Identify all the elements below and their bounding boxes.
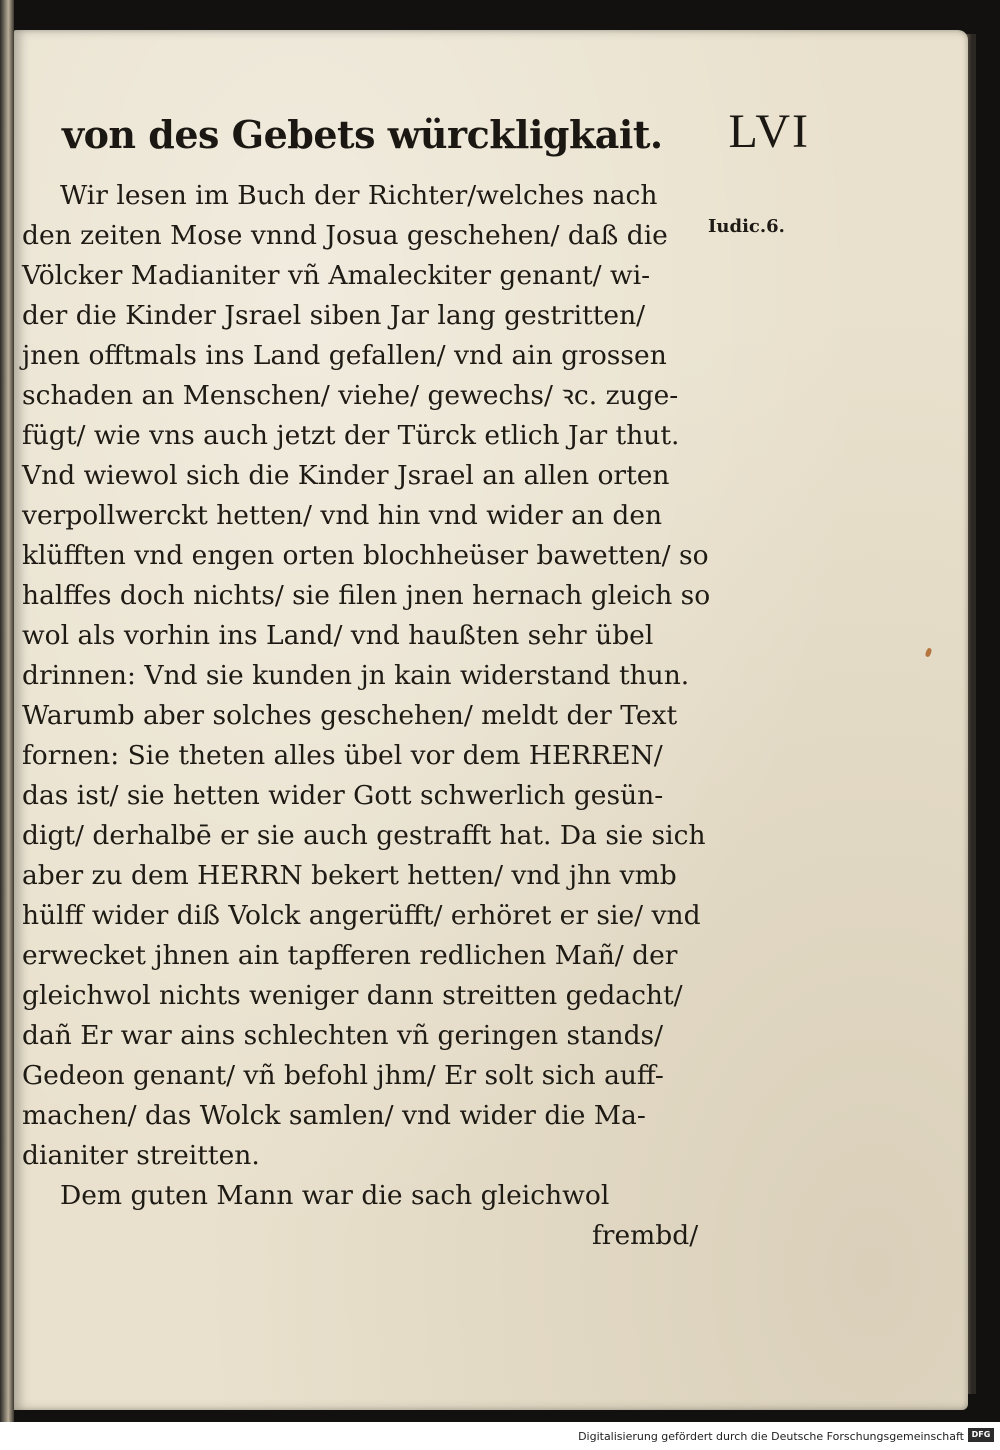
text-line: hülff wider diß Volck angerüfft/ erhöret er sie/ vnd bbox=[22, 900, 701, 931]
text-line: Vnd wiewol sich die Kinder Jsrael an allen orten bbox=[22, 460, 670, 491]
text-line: halffes doch nichts/ sie filen jnen hernach gleich so bbox=[22, 580, 711, 611]
text-line: wol als vorhin ins Land/ vnd haußten sehr übel bbox=[22, 620, 654, 651]
text-line: jnen offtmals ins Land gefallen/ vnd ain grossen bbox=[22, 340, 667, 371]
text-line: schaden an Menschen/ viehe/ gewechs/ ꝛc. zuge- bbox=[22, 380, 679, 411]
text-line: klüfften vnd engen orten blochheüser bawetten/ so bbox=[22, 540, 709, 571]
facing-page-edge bbox=[0, 0, 14, 1422]
text-line: Dem guten Mann war die sach gleichwol bbox=[60, 1180, 610, 1211]
running-head-title: von des Gebets würckligkait. bbox=[62, 112, 663, 157]
dfg-logo: DFG bbox=[968, 1428, 994, 1442]
text-line: verpollwerckt hetten/ vnd hin vnd wider an den bbox=[22, 500, 663, 531]
text-line: dianiter streitten. bbox=[22, 1140, 260, 1171]
text-line: machen/ das Wolck samlen/ vnd wider die Ma- bbox=[22, 1100, 646, 1131]
text-line: aber zu dem HERRN bekert hetten/ vnd jhn vmb bbox=[22, 860, 677, 891]
text-line: dañ Er war ains schlechten vñ geringen stands/ bbox=[22, 1020, 664, 1051]
text-line: das ist/ sie hetten wider Gott schwerlich gesün- bbox=[22, 780, 664, 811]
text-line: fornen: Sie theten alles übel vor dem HERREN/ bbox=[22, 740, 663, 771]
text-line: den zeiten Mose vnnd Josua geschehen/ daß die bbox=[22, 220, 668, 251]
text-line: Völcker Madianiter vñ Amaleckiter genant/ wi- bbox=[22, 260, 651, 291]
text-line: Gedeon genant/ vñ befohl jhm/ Er solt sich auff- bbox=[22, 1060, 664, 1091]
running-head bbox=[62, 104, 822, 168]
marginal-note: Iudic.6. bbox=[708, 216, 785, 237]
text-line: Warumb aber solches geschehen/ meldt der Text bbox=[22, 700, 678, 731]
footer-credit: Digitalisierung gefördert durch die Deutsche Forschungsgemeinschaft bbox=[578, 1430, 964, 1443]
text-line: digt/ derhalbē er sie auch gestrafft hat. Da sie sich bbox=[22, 820, 706, 851]
folio-number: LVI bbox=[728, 105, 810, 158]
text-line: gleichwol nichts weniger dann streitten gedacht/ bbox=[22, 980, 683, 1011]
footer-bar bbox=[0, 1422, 1000, 1450]
text-line: erwecket jhnen ain tapfferen redlichen Mañ/ der bbox=[22, 940, 678, 971]
text-line: der die Kinder Jsrael siben Jar lang gestritten/ bbox=[22, 300, 646, 331]
text-line: fügt/ wie vns auch jetzt der Türck etlich Jar thut. bbox=[22, 420, 680, 451]
text-line: Wir lesen im Buch der Richter/welches nach bbox=[60, 180, 658, 211]
catchword: frembd/ bbox=[592, 1220, 699, 1251]
text-line: drinnen: Vnd sie kunden jn kain widerstand thun. bbox=[22, 660, 690, 691]
